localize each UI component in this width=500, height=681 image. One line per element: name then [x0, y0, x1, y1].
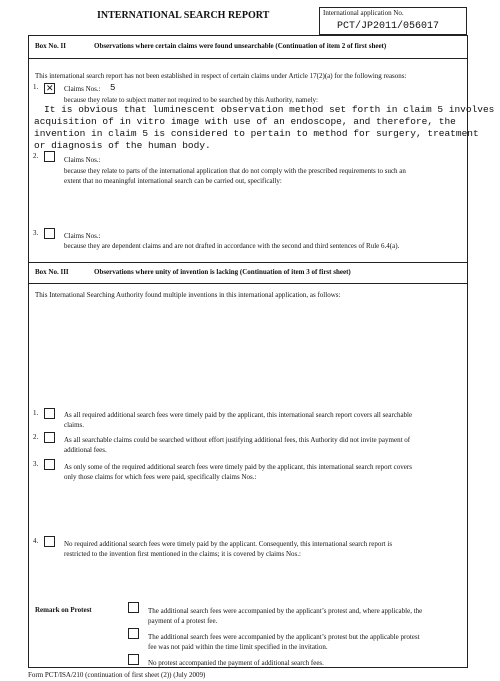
protest-option2-checkbox[interactable] — [128, 628, 139, 639]
item2-reason-line: because they relate to parts of the international application that do not comply with the prescribed requirements to such an — [64, 167, 406, 175]
typed-line: or diagnosis of the human body. — [34, 140, 211, 151]
protest-option2-line: fee was not paid within the time limit specified in the invitation. — [148, 643, 328, 651]
divider — [28, 283, 468, 284]
item3-number: 3. — [33, 229, 39, 237]
typed-line: acquisition of in vitro image with use of an endoscope, and therefore, the — [34, 116, 456, 127]
protest-option3-checkbox[interactable] — [128, 654, 139, 665]
item2-claims-label: Claims Nos.: — [64, 156, 101, 164]
item2-checkbox[interactable] — [44, 151, 55, 162]
box3-heading-no: Box No. III — [35, 268, 69, 276]
application-number-box — [319, 7, 467, 35]
box3-item4-checkbox[interactable] — [44, 536, 55, 547]
box3-item1-line: As all required additional search fees were timely paid by the applicant, this international search report covers all searchable — [64, 411, 413, 419]
box3-heading-text: Observations where unity of invention is lacking (Continuation of item 3 of first sheet) — [94, 268, 351, 276]
item1-claims-value: 5 — [110, 83, 116, 93]
application-number-label: International application No. — [323, 9, 404, 17]
protest-option3-line: No protest accompanied the payment of additional search fees. — [148, 659, 324, 667]
box2-heading-text: Observations where certain claims were found unsearchable (Continuation of item 2 of first sheet) — [94, 42, 387, 50]
typed-line: It is obvious that luminescent observation method set forth in claim 5 involves — [44, 104, 495, 115]
protest-option2-line: The additional search fees were accompanied by the applicant’s protest but the applicable protest — [148, 633, 420, 641]
item1-checkbox[interactable] — [44, 83, 55, 94]
box3-item3-number: 3. — [33, 460, 39, 468]
box2-intro: This international search report has not been established in respect of certain claims under Article 17(2)(a) for the following reasons: — [35, 72, 407, 80]
item1-claims-label: Claims Nos.: — [64, 85, 101, 93]
check-mark-icon: ✕ — [46, 83, 54, 93]
application-number: PCT/JP2011/056017 — [337, 21, 440, 32]
divider — [28, 58, 468, 59]
item1-reason: because they relate to subject matter not required to be searched by this Authority, namely: — [64, 96, 318, 104]
box2-heading-no: Box No. II — [35, 42, 66, 50]
form-footer: Form PCT/ISA/210 (continuation of first sheet (2)) (July 2009) — [28, 671, 206, 679]
box3-item4-line: No required additional search fees were timely paid by the applicant. Consequently, this international search report is — [64, 540, 393, 548]
typed-line: invention in claim 5 is considered to pertain to method for surgery, treatment — [34, 128, 479, 139]
box3-item2-line: As all searchable claims could be searched without effort justifying additional fees, this Authority did not invite payment of — [64, 436, 411, 444]
box3-item3-line: As only some of the required additional search fees were timely paid by the applicant, this international search report covers — [64, 463, 412, 471]
protest-option1-line: The additional search fees were accompanied by the applicant’s protest and, where applicable, the — [148, 607, 423, 615]
item2-reason-line: extent that no meaningful international search can be carried out, specifically: — [64, 177, 282, 185]
box3-item4-number: 4. — [33, 537, 39, 545]
protest-label: Remark on Protest — [35, 606, 92, 614]
box3-item2-line: additional fees. — [64, 446, 107, 454]
item3-checkbox[interactable] — [44, 228, 55, 239]
box3-item1-line: claims. — [64, 421, 85, 429]
box3-item3-checkbox[interactable] — [44, 459, 55, 470]
item1-number: 1. — [33, 83, 39, 91]
box3-item1-checkbox[interactable] — [44, 408, 55, 419]
box3-item3-line: only those claims for which fees were paid, specifically claims Nos.: — [64, 473, 257, 481]
item2-number: 2. — [33, 152, 39, 160]
protest-option1-checkbox[interactable] — [128, 602, 139, 613]
box3-item2-number: 2. — [33, 433, 39, 441]
report-title: INTERNATIONAL SEARCH REPORT — [97, 10, 270, 21]
protest-option1-line: payment of a protest fee. — [148, 617, 218, 625]
item3-reason: because they are dependent claims and are not drafted in accordance with the second and third sentences of Rule 6.4(a). — [64, 242, 400, 250]
divider — [28, 262, 468, 263]
box3-item2-checkbox[interactable] — [44, 432, 55, 443]
box3-item4-line: restricted to the invention first mentioned in the claims; it is covered by claims Nos.: — [64, 550, 301, 558]
item1-typed-text — [34, 104, 494, 152]
box3-item1-number: 1. — [33, 409, 39, 417]
item3-claims-label: Claims Nos.: — [64, 232, 101, 240]
box3-intro: This International Searching Authority found multiple inventions in this international application, as follows: — [35, 291, 341, 299]
